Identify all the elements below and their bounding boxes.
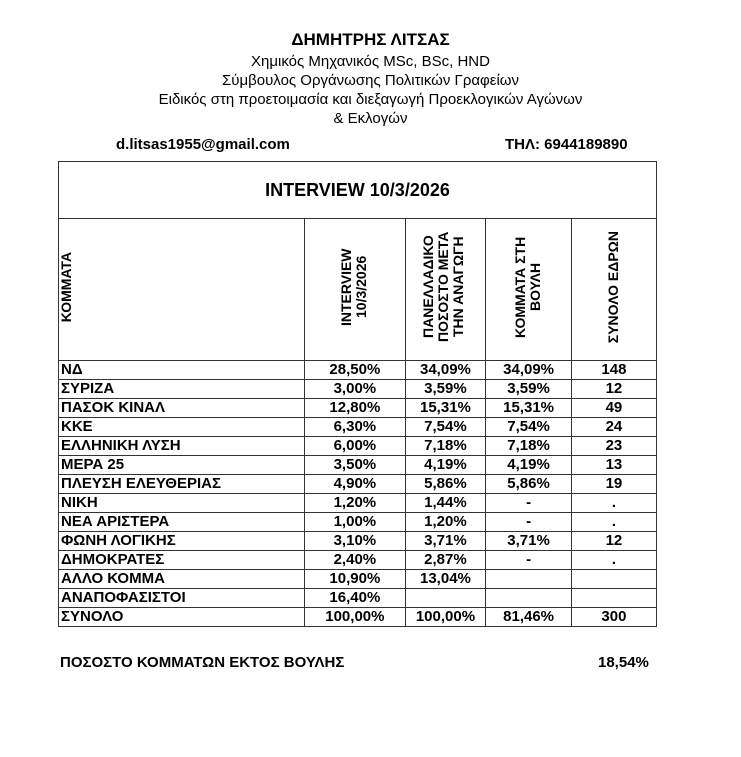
author-title-3: Ειδικός στη προετοιμασία και διεξαγωγή Προεκλογικών Αγώνων [158, 91, 583, 108]
seats: 24 [571, 418, 656, 437]
national-percent: 100,00% [405, 608, 486, 627]
national-percent: 1,44% [405, 494, 486, 513]
seats: 13 [571, 456, 656, 475]
interview-percent: 6,30% [305, 418, 405, 437]
outside-parliament-value: 18,54% [598, 654, 649, 671]
national-percent: 7,54% [405, 418, 486, 437]
seats: . [571, 551, 656, 570]
interview-percent: 12,80% [305, 399, 405, 418]
table-row [59, 399, 657, 418]
national-percent: 13,04% [405, 570, 486, 589]
seats: . [571, 494, 656, 513]
party-name: ΣΥΡΙΖΑ [59, 380, 305, 399]
table-row [59, 551, 657, 570]
interview-percent: 3,50% [305, 456, 405, 475]
author-title-1: Χημικός Μηχανικός MSc, BSc, HND [251, 53, 490, 70]
interview-percent: 3,10% [305, 532, 405, 551]
interview-percent: 1,20% [305, 494, 405, 513]
national-percent [405, 589, 486, 608]
table-row [59, 437, 657, 456]
national-percent: 1,20% [405, 513, 486, 532]
parliament-percent: 7,54% [486, 418, 572, 437]
parliament-percent: 3,59% [486, 380, 572, 399]
table-row [59, 475, 657, 494]
party-name: ΑΝΑΠΟΦΑΣΙΣΤΟΙ [59, 589, 305, 608]
parliament-percent: 4,19% [486, 456, 572, 475]
party-name: ΣΥΝΟΛΟ [59, 608, 305, 627]
national-percent: 3,59% [405, 380, 486, 399]
seats [571, 570, 656, 589]
table-title: INTERVIEW 10/3/2026 [59, 162, 657, 219]
parliament-percent: 15,31% [486, 399, 572, 418]
table-row [59, 532, 657, 551]
table-row [59, 608, 657, 627]
parliament-percent: - [486, 513, 572, 532]
column-header-total-seats: ΣΥΝΟΛΟ ΕΔΡΩΝ [571, 219, 656, 361]
interview-percent: 28,50% [305, 361, 405, 380]
national-percent: 5,86% [405, 475, 486, 494]
seats: 12 [571, 380, 656, 399]
parliament-percent: 7,18% [486, 437, 572, 456]
column-header-interview: INTERVIEW 10/3/2026 [305, 219, 405, 361]
party-name: ΝΙΚΗ [59, 494, 305, 513]
interview-percent: 1,00% [305, 513, 405, 532]
phone: ΤΗΛ: 6944189890 [505, 136, 628, 153]
parliament-percent: - [486, 494, 572, 513]
party-name: ΑΛΛΟ ΚΟΜΜΑ [59, 570, 305, 589]
author-name: ΔΗΜΗΤΡΗΣ ΛΙΤΣΑΣ [291, 30, 450, 49]
interview-percent: 10,90% [305, 570, 405, 589]
interview-percent: 100,00% [305, 608, 405, 627]
table-row [59, 589, 657, 608]
poll-table [58, 161, 657, 627]
table-row [59, 513, 657, 532]
parliament-percent: 81,46% [486, 608, 572, 627]
parliament-percent: 5,86% [486, 475, 572, 494]
outside-parliament-label: ΠΟΣΟΣΤΟ ΚΟΜΜΑΤΩΝ ΕΚΤΟΣ ΒΟΥΛΗΣ [60, 654, 345, 671]
table-row [59, 456, 657, 475]
author-title-4: & Εκλογών [333, 110, 408, 127]
party-name: ΜΕΡΑ 25 [59, 456, 305, 475]
seats: 300 [571, 608, 656, 627]
table-row [59, 380, 657, 399]
seats: 12 [571, 532, 656, 551]
interview-percent: 3,00% [305, 380, 405, 399]
seats [571, 589, 656, 608]
parliament-percent [486, 589, 572, 608]
parliament-percent [486, 570, 572, 589]
party-name: ΠΑΣΟΚ ΚΙΝΑΛ [59, 399, 305, 418]
national-percent: 15,31% [405, 399, 486, 418]
party-name: ΝΕΑ ΑΡΙΣΤΕΡΑ [59, 513, 305, 532]
party-name: ΕΛΛΗΝΙΚΗ ΛΥΣΗ [59, 437, 305, 456]
column-header-parliament-parties: ΚΟΜΜΑΤΑ ΣΤΗ ΒΟΥΛΗ [486, 219, 572, 361]
party-name: ΚΚΕ [59, 418, 305, 437]
national-percent: 4,19% [405, 456, 486, 475]
parliament-percent: 3,71% [486, 532, 572, 551]
table-row [59, 418, 657, 437]
seats: 49 [571, 399, 656, 418]
author-title-2: Σύμβουλος Οργάνωσης Πολιτικών Γραφείων [222, 72, 519, 89]
national-percent: 3,71% [405, 532, 486, 551]
table-row [59, 570, 657, 589]
seats: 148 [571, 361, 656, 380]
interview-percent: 4,90% [305, 475, 405, 494]
table-header-row [59, 219, 657, 361]
seats: . [571, 513, 656, 532]
national-percent: 34,09% [405, 361, 486, 380]
table-title-row [59, 162, 657, 219]
party-name: ΠΛΕΥΣΗ ΕΛΕΥΘΕΡΙΑΣ [59, 475, 305, 494]
column-header-parties: ΚΟΜΜΑΤΑ [59, 219, 305, 361]
national-percent: 2,87% [405, 551, 486, 570]
email: d.litsas1955@gmail.com [116, 136, 290, 153]
table-row [59, 361, 657, 380]
table-row [59, 494, 657, 513]
parliament-percent: 34,09% [486, 361, 572, 380]
party-name: ΝΔ [59, 361, 305, 380]
seats: 19 [571, 475, 656, 494]
interview-percent: 2,40% [305, 551, 405, 570]
party-name: ΔΗΜΟΚΡΑΤΕΣ [59, 551, 305, 570]
interview-percent: 6,00% [305, 437, 405, 456]
seats: 23 [571, 437, 656, 456]
party-name: ΦΩΝΗ ΛΟΓΙΚΗΣ [59, 532, 305, 551]
column-header-national-percent: ΠΑΝΕΛΛΑΔΙΚΟ ΠΟΣΟΣΤΟ ΜΕΤΑ ΤΗΝ ΑΝΑΓΩΓΗ [405, 219, 486, 361]
interview-percent: 16,40% [305, 589, 405, 608]
national-percent: 7,18% [405, 437, 486, 456]
parliament-percent: - [486, 551, 572, 570]
